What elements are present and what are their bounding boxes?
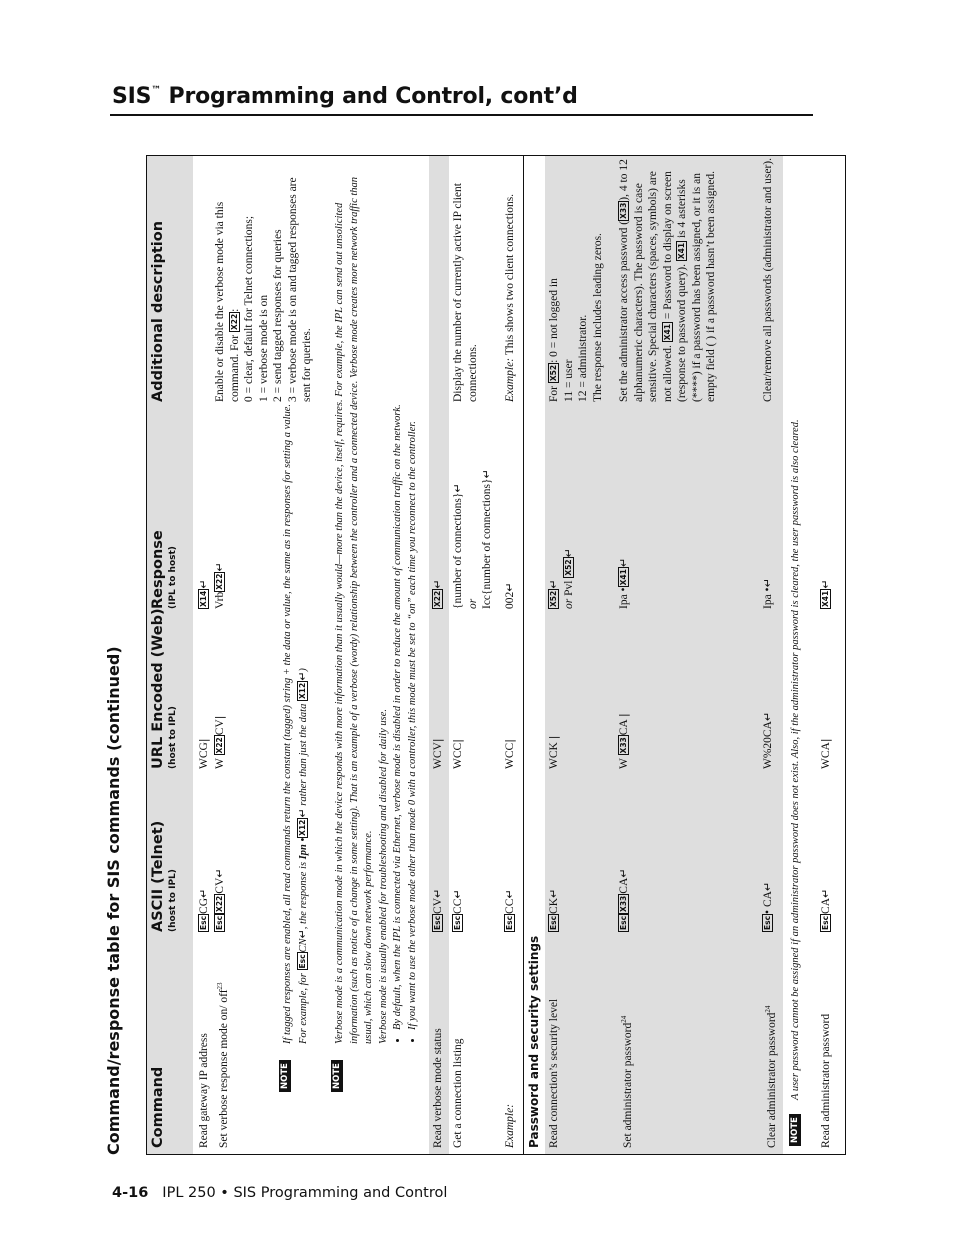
url-conn-example: WCC| (503, 739, 516, 769)
resp-set-admin-password: Ipa •X41↵ (617, 557, 630, 609)
note-user-password: A user password cannot be assigned if an administrator password does not exist. Also, if the administrator password is cleared, the user password is also cleared. (790, 419, 801, 1100)
resp-conn-example: 002↵ (503, 582, 516, 609)
ascii-conn-listing: EscCC↵ (451, 889, 464, 930)
desc-set-admin-password: Set the administrator access password (X33), 4 to 12 alphanumeric characters). The password is case sensitive. Special characters (spaces, symbols) are not allowed. X41 = Password to display on screen (response to password query). X41 is 4 asterisks (****) if a password has been assigned, or it is an empty field ( ) if a password hasn’t been assigned. (618, 159, 717, 402)
cmd-read-gateway: Read gateway IP address (198, 1033, 210, 1148)
section-rule (523, 155, 524, 1154)
note-icon: NOTE (789, 1114, 801, 1146)
resp-security-level: X52↵ or Pvl X52↵ (547, 548, 575, 609)
title-rule (110, 114, 813, 116)
url-set-admin-password: W X33CA | (617, 713, 630, 769)
footer-page-number: 4-16 (112, 1185, 149, 1201)
bar-icon: | (197, 738, 210, 743)
footer-text: IPL 250 • SIS Programming and Control (162, 1185, 448, 1201)
resp-read-gateway: X14↵ (197, 579, 210, 607)
resp-clear-admin-password: Ipa •↵ (761, 578, 774, 609)
cmd-read-admin-password: Read administrator password (820, 1013, 832, 1148)
page-title: SIS™ Programming and Control, cont’d (112, 84, 578, 109)
url-clear-admin-password: W%20CA↵ (761, 711, 774, 769)
desc-clear-admin-password: Clear/remove all passwords (administrator and user). (762, 158, 774, 402)
ascii-read-gateway: EscCG↵ (197, 888, 210, 930)
url-read-gateway: WCG| (197, 738, 210, 769)
command-table (146, 155, 846, 1155)
cmd-security-level: Read connection’s security level (548, 998, 560, 1148)
header-ascii: ASCII (Telnet) (host to IPL) (150, 820, 178, 932)
table-caption: Command/response table for SIS commands (continued) (104, 646, 123, 1155)
cmd-clear-admin-password: Clear administrator password$^{24}$ (764, 1005, 778, 1148)
desc-security-level: For X52: 0 = not logged in 11 = user 12 = administrator. The response includes leading zeros. (548, 233, 604, 402)
cmd-set-admin-password: Set administrator password$^{24}$ (620, 1015, 634, 1148)
desc-conn-listing: Display the number of currently active IP client connections. (452, 183, 479, 402)
ascii-conn-example: EscCC↵ (503, 889, 516, 930)
cmd-conn-listing: Get a connection listing (452, 1038, 464, 1148)
resp-set-verbose: VrbX22↵ (213, 562, 226, 609)
note-icon: NOTE (331, 1060, 343, 1092)
esc-key-icon: Esc (199, 915, 208, 930)
row-stripe-verbose-read (429, 155, 449, 1154)
ascii-read-admin-password: EscCA↵ (819, 888, 832, 930)
ascii-set-verbose: EscX22CV↵ (213, 868, 226, 930)
note-verbose-mode: Verbose mode is a communication mode in which the device responds with more information than it usually would—more than the device, itself, requires. For example, the IPL can send out unsolicited information (such as notice of a change in some setting). That is an example of a verbose (wordy) relationship between the controller and a connected device. Verbose mode creates more network traffic than usual, which can slow down network performance. Verbose mode is usually enabled for troubleshooting and disabled for daily use. • By default, when the IPL is connected via Ethernet, verbose mode is disabled in order to reduce the amount of communication traffic on the network. • If you want to use the verbose mode other than mode 0 with a controller, this mode must be set to “on” each time you reconnect to the controller. (333, 159, 420, 1044)
header-description: Additional description (150, 220, 166, 402)
note-icon: NOTE (279, 1060, 291, 1092)
url-read-verbose: WCV| (431, 738, 444, 769)
command-table-rotated (104, 155, 846, 1155)
resp-conn-listing: {number of connections}↵ or Icc{number of connections}↵ (451, 469, 493, 609)
header-url: URL Encoded (Web) (host to IPL) (150, 608, 178, 769)
example-label: Example: (504, 1103, 516, 1148)
resp-read-admin-password: X41↵ (819, 579, 832, 607)
url-read-admin-password: WCA| (819, 738, 832, 769)
resp-read-verbose: X22↵ (431, 579, 444, 607)
url-security-level: WCK | (547, 735, 560, 769)
header-command: Command (150, 1066, 166, 1148)
cmd-set-verbose: Set verbose response mode on/ off$^{23}$ (216, 982, 230, 1148)
url-set-verbose: W X22CV| (213, 715, 226, 769)
section-password-settings: Password and security settings (527, 935, 541, 1148)
page-footer (112, 1185, 447, 1201)
enter-icon: ↵ (197, 888, 210, 898)
ascii-security-level: EscCK↵ (547, 888, 560, 930)
note-tagged-responses: If tagged responses are enabled, all read commands return the constant (tagged) string + the data or value, the same as in responses for setting a value. For example, for EscCN↵, the response is Ipn •X12↵ rather than just the data X12↵) (282, 403, 309, 1044)
ascii-clear-admin-password: Esc• CA↵ (761, 881, 774, 930)
desc-set-verbose: Enable or disable the verbose mode via this command. For X22: 0 = clear, default for Telnet connections; 1 = verbose mode is on 2 = send tagged responses for queries 3 = verbose mode is on and tagged responses are sent for queries. (214, 177, 313, 402)
header-response: Response (IPL to host) (150, 530, 178, 609)
url-conn-listing: WCC| (451, 739, 464, 769)
enter-icon: ↵ (197, 579, 210, 589)
cmd-read-verbose: Read verbose mode status (432, 1028, 444, 1148)
desc-conn-example: Example: This shows two client connections. (504, 193, 516, 402)
ascii-set-admin-password: EscX33CA↵ (617, 868, 630, 930)
ascii-read-verbose: EscCV↵ (431, 888, 444, 930)
